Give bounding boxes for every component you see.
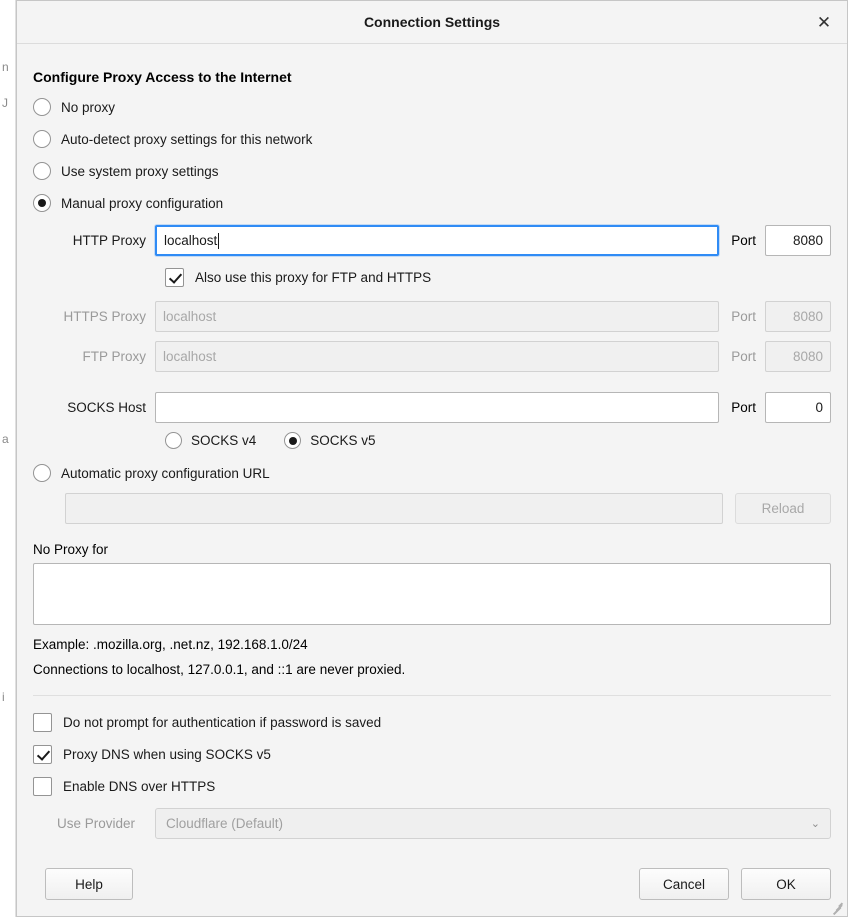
radio-socks-v4[interactable] [165,432,182,449]
label-no-auth-prompt: Do not prompt for authentication if password is saved [63,714,382,730]
socks-port-value: 0 [815,400,823,415]
ftp-proxy-input [155,341,719,372]
chevron-down-icon: ⌄ [810,818,820,830]
radio-label-pac: Automatic proxy configuration URL [61,465,270,481]
also-use-proxy-row[interactable] [165,265,831,289]
help-button[interactable]: Help [45,868,133,900]
radio-row-system-proxy[interactable] [33,159,831,183]
no-proxy-for-textarea[interactable] [33,563,831,625]
background-text-0: n [2,60,9,74]
checkbox-proxy-dns[interactable] [33,745,52,764]
ftp-proxy-row [33,341,831,372]
https-proxy-input [155,301,719,332]
radio-label-no-proxy: No proxy [61,99,116,115]
options-divider [33,695,831,696]
background-page-strip [0,0,16,917]
dialog-content [17,44,847,852]
https-proxy-row [33,301,831,332]
radio-label-manual-proxy: Manual proxy configuration [61,195,224,211]
https-proxy-label: HTTPS Proxy [63,309,146,324]
https-port-input [765,301,831,332]
background-text-1: J [2,96,8,110]
radio-row-manual-proxy[interactable] [33,191,831,215]
provider-label: Use Provider [57,816,136,831]
socks-host-input[interactable] [155,392,719,423]
http-port-value: 8080 [792,233,823,248]
socks-version-row [165,432,831,449]
socks-port-label: Port [731,400,756,415]
radio-row-no-proxy[interactable] [33,95,831,119]
checkbox-doh[interactable] [33,777,52,796]
http-proxy-input[interactable] [155,225,719,256]
https-port-label: Port [731,309,756,324]
dialog-title: Connection Settings [363,14,501,30]
reload-button[interactable]: Reload [735,493,831,524]
radio-system-proxy[interactable] [33,162,51,180]
no-proxy-example: Example: .mozilla.org, .net.nz, 192.168.1.0/24 [33,637,308,652]
also-use-proxy-label: Also use this proxy for FTP and HTTPS [195,269,432,285]
radio-no-proxy[interactable] [33,98,51,116]
pac-url-row [65,493,831,524]
radio-row-auto-detect[interactable] [33,127,831,151]
label-doh: Enable DNS over HTTPS [63,778,216,794]
radio-manual-proxy[interactable] [33,194,51,212]
ftp-port-value: 8080 [792,349,823,364]
socks-host-row [33,392,831,423]
no-proxy-for-label: No Proxy for [33,542,109,557]
http-proxy-row [33,225,831,256]
provider-row [33,808,831,839]
https-proxy-value: localhost [163,309,217,324]
also-use-proxy-checkbox[interactable] [165,268,184,287]
https-port-value: 8080 [792,309,823,324]
dialog-footer [17,852,847,916]
ftp-port-input [765,341,831,372]
radio-label-auto-detect: Auto-detect proxy settings for this network [61,131,313,147]
radio-auto-detect[interactable] [33,130,51,148]
http-port-input[interactable] [765,225,831,256]
pac-url-input[interactable] [65,493,723,524]
option-row-proxy-dns[interactable] [33,742,831,766]
ftp-proxy-label: FTP Proxy [82,349,146,364]
provider-select[interactable] [155,808,831,839]
label-proxy-dns: Proxy DNS when using SOCKS v5 [63,746,271,762]
http-proxy-label: HTTP Proxy [72,233,146,248]
http-port-label: Port [731,233,756,248]
option-row-doh[interactable] [33,774,831,798]
provider-value: Cloudflare (Default) [166,816,284,831]
background-text-2: a [2,432,9,446]
ftp-proxy-value: localhost [163,349,217,364]
resize-grip-icon[interactable] [830,899,844,913]
socks-port-input[interactable] [765,392,831,423]
radio-label-system-proxy: Use system proxy settings [61,163,219,179]
socks-host-label: SOCKS Host [67,400,146,415]
ftp-port-label: Port [731,349,756,364]
radio-row-pac[interactable] [33,461,831,485]
radio-label-socks-v5: SOCKS v5 [310,433,376,448]
connection-settings-dialog [16,0,848,917]
http-proxy-value: localhost [164,233,218,248]
close-icon[interactable]: ✕ [816,13,832,32]
radio-pac[interactable] [33,464,51,482]
no-proxy-note: Connections to localhost, 127.0.0.1, and ::1 are never proxied. [33,662,406,677]
radio-label-socks-v4: SOCKS v4 [191,433,257,448]
background-text-3: i [2,690,5,704]
radio-socks-v5[interactable] [284,432,301,449]
text-caret [218,233,219,249]
cancel-button[interactable]: Cancel [639,868,729,900]
section-title: Configure Proxy Access to the Internet [33,69,292,85]
checkbox-no-auth-prompt[interactable] [33,713,52,732]
option-row-no-auth-prompt[interactable] [33,710,831,734]
dialog-titlebar [17,1,847,44]
ok-button[interactable]: OK [741,868,831,900]
